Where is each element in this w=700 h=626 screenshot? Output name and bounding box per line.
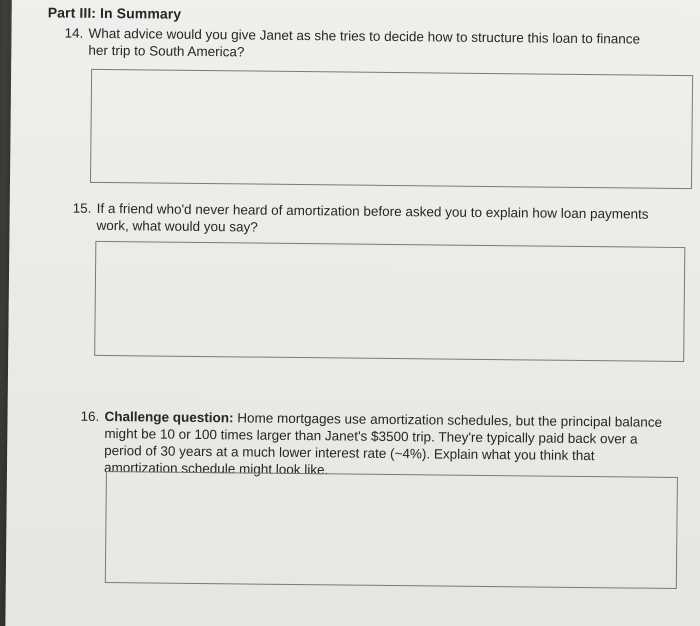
question-body: Home mortgages use amortization schedules, but the principal balance might be 10 or 100 times larger than Janet's $3500 trip. They're typically paid back over a period of 30 years at a much lower interest rate (~4%). Explain what you think that amortization schedule might look like.	[103, 410, 663, 478]
question-number: 16.	[80, 408, 100, 424]
answer-box-15[interactable]	[94, 241, 685, 362]
question-number: 15.	[72, 200, 92, 216]
question-text: What advice would you give Janet as she tries to decide how to structure this loan to finance her trip to South America?	[88, 25, 641, 60]
question-14	[64, 25, 644, 65]
section-title: Part III: In Summary	[47, 4, 182, 22]
worksheet-page	[5, 0, 700, 626]
answer-box-14[interactable]	[90, 69, 693, 189]
question-number: 14.	[64, 25, 84, 41]
question-text: If a friend who'd never heard of amortization before asked you to explain how loan payments work, what would you say?	[96, 200, 649, 235]
question-15	[72, 200, 662, 240]
question-text	[104, 408, 671, 482]
challenge-label: Challenge question:	[104, 408, 234, 426]
answer-box-16[interactable]	[105, 471, 678, 589]
